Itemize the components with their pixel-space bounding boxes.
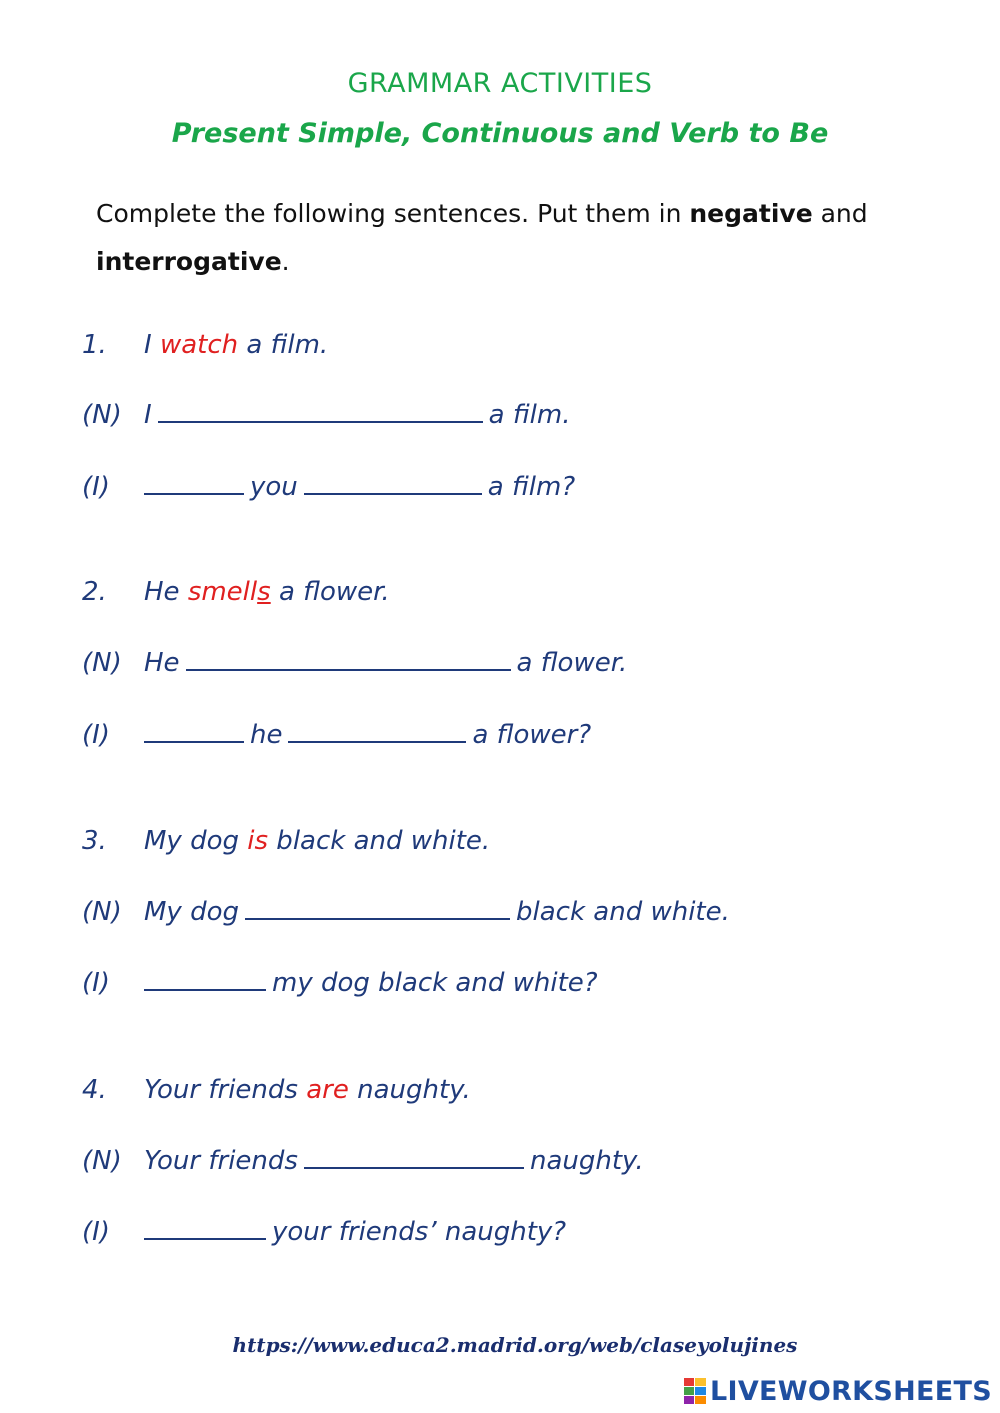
instructions — [96, 190, 926, 286]
sentence-text: naughty. — [348, 1075, 471, 1105]
negative-label: (N) — [82, 897, 122, 927]
answer-blank[interactable] — [144, 721, 244, 743]
exercise-number: 4. — [82, 1075, 107, 1105]
answer-blank[interactable] — [158, 401, 483, 423]
sentence-text: my dog black and white? — [272, 968, 598, 998]
sentence-text: He — [144, 577, 188, 607]
exercise-number: 3. — [82, 826, 107, 856]
exercise-1-sentence — [82, 330, 328, 360]
interrogative-label: (I) — [82, 1217, 110, 1247]
exercise-3-negative — [82, 897, 730, 927]
instructions-text-3: . — [281, 247, 290, 276]
interrogative-label: (I) — [82, 472, 110, 502]
exercise-number: 1. — [82, 330, 107, 360]
sentence-text: a film. — [488, 400, 571, 430]
answer-blank[interactable] — [304, 473, 482, 495]
sentence-text: a flower. — [516, 648, 628, 678]
answer-blank[interactable] — [144, 473, 244, 495]
sentence-text: your friends’ naughty? — [272, 1217, 567, 1247]
sentence-text: I — [144, 400, 152, 430]
instructions-bold-negative: negative — [689, 199, 813, 228]
exercise-1-negative — [82, 400, 570, 430]
sentence-text: My dog — [144, 826, 248, 856]
answer-blank[interactable] — [144, 969, 266, 991]
exercise-2-sentence — [82, 577, 390, 607]
sentence-text: a film. — [238, 330, 329, 360]
instructions-bold-interrogative: interrogative — [96, 247, 282, 276]
negative-label: (N) — [82, 1146, 122, 1176]
exercise-3-interrogative — [82, 968, 598, 998]
exercise-4-sentence — [82, 1075, 471, 1105]
sentence-text: I — [144, 330, 160, 360]
highlighted-verb: is — [247, 826, 269, 856]
exercise-4-negative — [82, 1146, 644, 1176]
answer-blank[interactable] — [304, 1147, 524, 1169]
sentence-text: Your friends — [144, 1075, 307, 1105]
highlighted-verb: watch — [159, 330, 239, 360]
source-url[interactable]: https://www.educa2.madrid.org/web/claseyolujines — [232, 1333, 798, 1357]
negative-label: (N) — [82, 648, 122, 678]
liveworksheets-logo-icon — [684, 1378, 706, 1404]
exercise-4-interrogative — [82, 1217, 566, 1247]
answer-blank[interactable] — [245, 898, 510, 920]
exercise-3-sentence — [82, 826, 490, 856]
sentence-text: Your friends — [144, 1146, 298, 1176]
highlighted-verb: smell — [187, 577, 258, 607]
highlighted-verb-ending: s — [257, 577, 271, 607]
negative-label: (N) — [82, 400, 122, 430]
sentence-text: He — [144, 648, 180, 678]
exercise-2-interrogative — [82, 720, 591, 750]
interrogative-label: (I) — [82, 968, 110, 998]
brand-name: LIVEWORKSHEETS — [709, 1375, 992, 1407]
sentence-text: he — [250, 720, 283, 750]
answer-blank[interactable] — [144, 1218, 266, 1240]
exercise-2-negative — [82, 648, 627, 678]
sentence-text: black and white. — [516, 897, 730, 927]
sentence-text: a flower. — [270, 577, 390, 607]
liveworksheets-brand[interactable] — [684, 1376, 992, 1406]
instructions-text-1: Complete the following sentences. Put them in — [96, 199, 690, 228]
sentence-text: a flower? — [472, 720, 592, 750]
answer-blank[interactable] — [186, 649, 511, 671]
highlighted-verb: are — [306, 1075, 349, 1105]
sentence-text: My dog — [144, 897, 239, 927]
instructions-text-2: and — [812, 199, 868, 228]
exercise-number: 2. — [82, 577, 107, 607]
sentence-text: black and white. — [268, 826, 491, 856]
sentence-text: you — [250, 472, 298, 502]
interrogative-label: (I) — [82, 720, 110, 750]
exercise-1-interrogative — [82, 472, 575, 502]
sentence-text: naughty. — [529, 1146, 644, 1176]
page-title: GRAMMAR ACTIVITIES — [347, 68, 653, 99]
answer-blank[interactable] — [288, 721, 466, 743]
page-subtitle: Present Simple, Continuous and Verb to Be — [171, 118, 829, 149]
sentence-text: a film? — [487, 472, 576, 502]
